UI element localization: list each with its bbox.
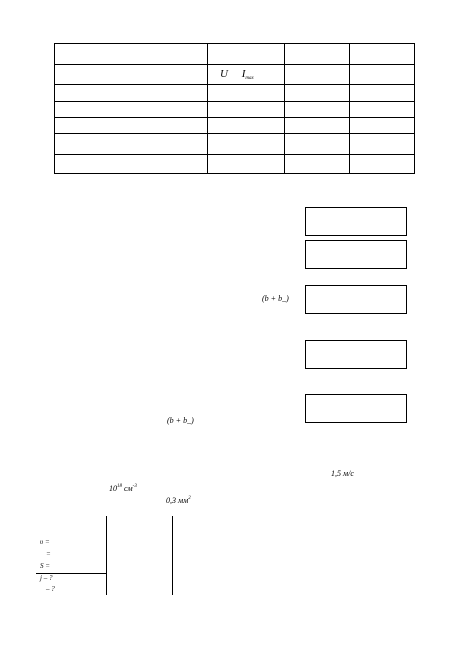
data-table [54,43,415,174]
area-value [166,496,191,505]
answer-box-1 [305,207,407,236]
concentration-unit-exponent: -3 [132,484,137,489]
table-cell [285,118,350,134]
table-cell [208,85,285,102]
table-cell [350,85,415,102]
table-cell [285,155,350,174]
i-symbol: I [241,68,246,80]
table-cell [285,65,350,85]
table-cell [55,118,208,134]
table-cell [55,65,208,85]
table-cell [285,44,350,65]
given-velocity: υ = [40,538,50,546]
table-cell [285,134,350,155]
table-row [55,102,415,118]
table-cell [208,155,285,174]
table-cell [55,134,208,155]
answer-box-5 [305,394,407,423]
table-cell [208,44,285,65]
table-cell [55,44,208,65]
table-row [55,85,415,102]
table-cell [350,155,415,174]
bracket-label-1: (b + b_) [262,294,289,303]
table-row [55,134,415,155]
answer-box-4 [305,340,407,369]
table-cell [208,134,285,155]
area-number: 0,3 мм [166,496,189,505]
table-cell [350,102,415,118]
table-cell [350,65,415,85]
table-cell [350,44,415,65]
bracket-label-2: (b + b_) [167,416,194,425]
answer-box-3 [305,285,407,314]
table-row [55,155,415,174]
table-cell [350,118,415,134]
max-subscript: max [245,76,254,81]
concentration-base: 10 [109,484,117,493]
table-cell [208,118,285,134]
u-symbol: U [220,68,228,80]
concentration-exponent: 18 [117,484,122,489]
solution-divider-line [172,516,173,595]
answer-box-2 [305,240,407,269]
concentration-unit: см [124,484,133,493]
find-quantity: – ? [46,585,55,593]
given-divider-line [106,516,107,595]
given-area: S = [40,562,50,570]
table-cell [350,134,415,155]
concentration-value [109,484,137,493]
table-cell [208,102,285,118]
table-cell-u-imax [208,65,285,85]
area-exponent: 2 [188,496,191,501]
given-concentration: = [46,550,51,558]
table-row [55,65,415,85]
speed-value: 1,5 м/с [331,469,354,478]
table-cell [55,155,208,174]
table-cell [285,85,350,102]
table-cell [285,102,350,118]
table-row [55,118,415,134]
table-cell [55,102,208,118]
table-row [55,44,415,65]
find-current-density: j – ? [40,574,53,582]
table-cell [55,85,208,102]
